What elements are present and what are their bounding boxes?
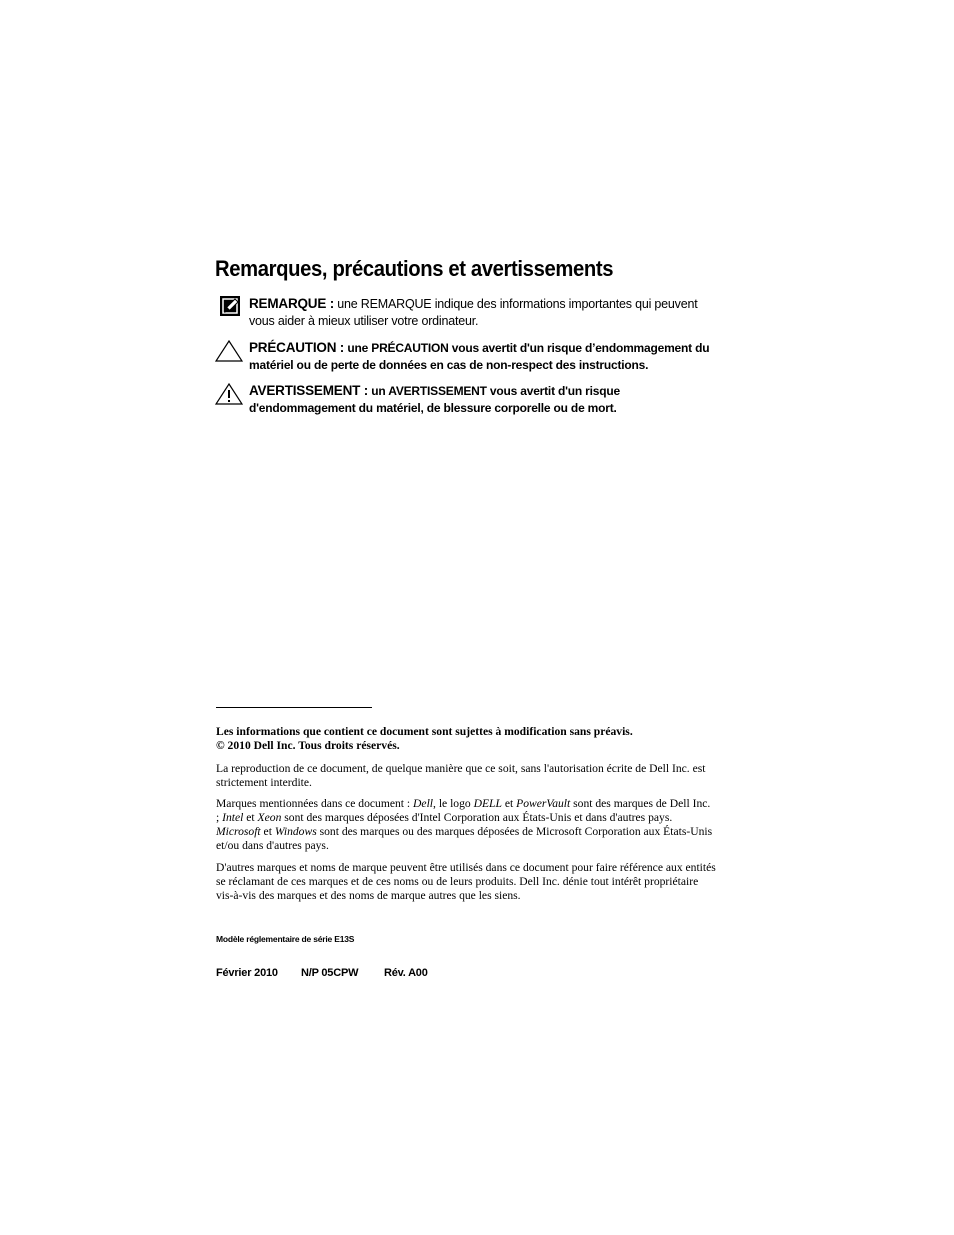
- caution-text: [249, 339, 715, 374]
- tm-intel: Intel: [222, 811, 244, 824]
- tm-text: sont des marques ou des marques déposées de Microsoft Corporation aux États-Unis et/ou dans d'autres pays.: [216, 825, 713, 852]
- tm-text: Marques mentionnées dans ce document :: [216, 797, 414, 810]
- reproduction-paragraph: La reproduction de ce document, de quelque manière que ce soit, sans l'autorisation écrite de Dell Inc. est strictement interdite.: [216, 762, 706, 789]
- tm-xeon: Xeon: [257, 811, 282, 824]
- regulatory-model: Modèle réglementaire de série E13S: [216, 934, 355, 944]
- info-notice: [216, 725, 716, 753]
- tm-text: sont des marques déposées d'Intel Corporation aux États-Unis et dans d'autres pays.: [281, 811, 673, 824]
- tm-microsoft: Microsoft: [216, 825, 261, 838]
- footer-date: Février 2010: [216, 967, 278, 979]
- note-text: [249, 295, 715, 330]
- note-label: REMARQUE :: [249, 296, 334, 311]
- copyright-line: © 2010 Dell Inc. Tous droits réservés.: [216, 739, 400, 752]
- tm-dell: Dell: [413, 797, 434, 810]
- tm-powervault: PowerVault: [516, 797, 571, 810]
- tm-text: et: [243, 811, 258, 824]
- warning-label: AVERTISSEMENT :: [249, 383, 369, 398]
- note-notice: [215, 295, 715, 330]
- document-footer: [216, 967, 428, 979]
- trademarks-paragraph: [216, 797, 716, 853]
- note-pencil-icon: [215, 295, 243, 321]
- other-marks-paragraph: D'autres marques et noms de marque peuvent être utilisés dans ce document pour faire référence aux entités se réclamant de ces marques et de ces noms ou de leurs produits. Dell Inc. dénie tout intérêt propriétaire vis-à-vis des marques et des noms de marque autres que les siens.: [216, 861, 716, 902]
- info-line-1: Les informations que contient ce document sont sujettes à modification sans préavis.: [216, 725, 633, 738]
- tm-text: et: [501, 797, 517, 810]
- caution-triangle-icon: [215, 339, 243, 365]
- caution-notice: [215, 339, 715, 374]
- note-body: une REMARQUE indique des informations importantes qui peuvent vous aider à mieux utiliser votre ordinateur.: [249, 297, 698, 328]
- caution-body: une PRÉCAUTION vous avertit d'un risque d’endommagement du matériel ou de perte de données en cas de non-respect des instructions.: [249, 341, 710, 372]
- warning-triangle-icon: [215, 382, 243, 408]
- tm-dell-logo: DELL: [473, 797, 502, 810]
- tm-windows: Windows: [274, 825, 317, 838]
- tm-text: et: [260, 825, 275, 838]
- footer-revision: Rév. A00: [384, 967, 428, 979]
- caution-label: PRÉCAUTION :: [249, 340, 345, 355]
- tm-text: sont des marques de Dell Inc. ;: [216, 797, 711, 824]
- page-title: Remarques, précautions et avertissements: [215, 256, 614, 281]
- footer-part-number: N/P 05CPW: [301, 967, 359, 979]
- divider: [216, 707, 372, 708]
- tm-text: , le logo: [433, 797, 474, 810]
- warning-notice: [215, 382, 715, 417]
- warning-body: un AVERTISSEMENT vous avertit d'un risque d'endommagement du matériel, de blessure corporelle ou de mort.: [249, 384, 620, 415]
- warning-text: [249, 382, 715, 417]
